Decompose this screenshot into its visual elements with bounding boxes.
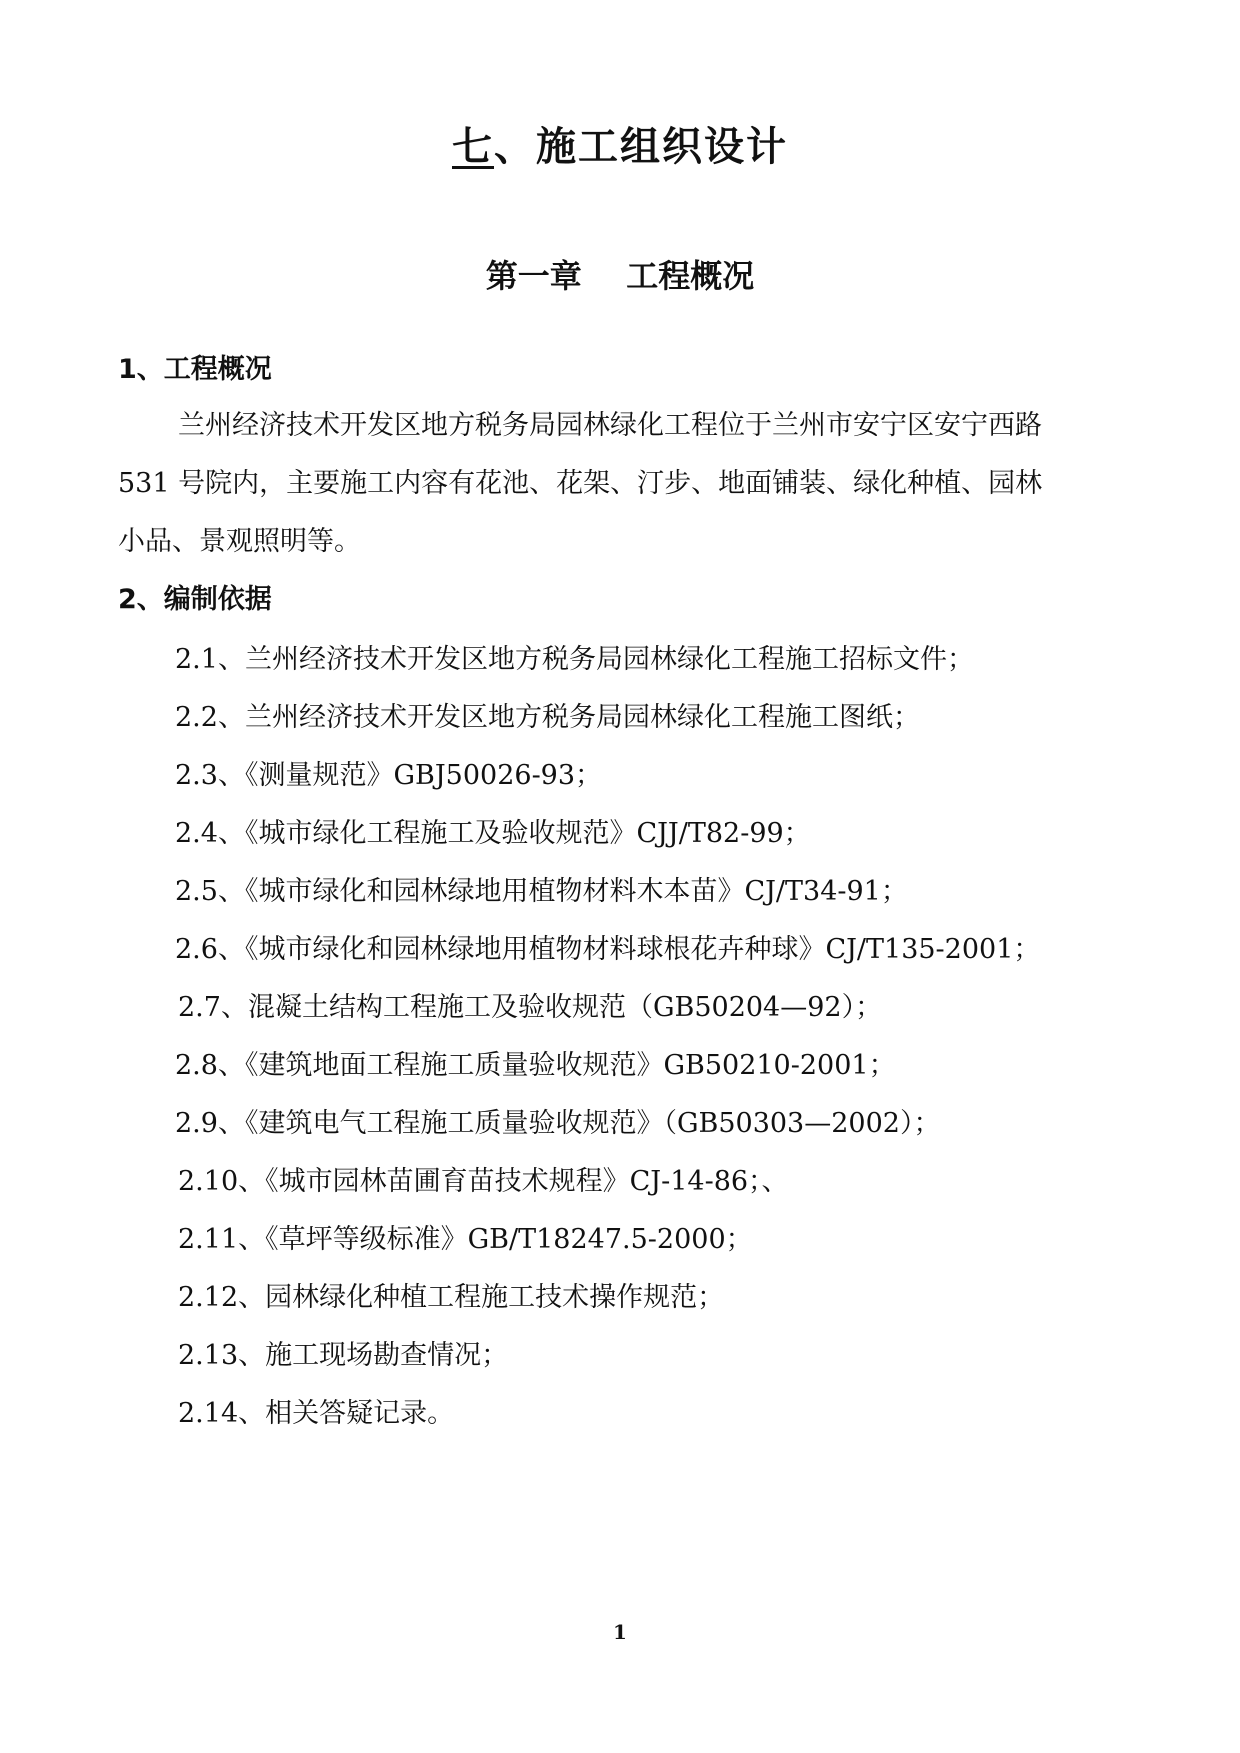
basis-item: 2.6、《城市绿化和园林绿地用植物材料球根花卉种球》CJ/T135-2001； (175, 934, 1041, 965)
basis-item: 2.14、相关答疑记录。 (178, 1398, 455, 1429)
section-heading-overview: 1、工程概况 (118, 354, 272, 385)
basis-item: 2.3、《测量规范》GBJ50026-93； (175, 760, 603, 791)
overview-line-3: 小品、景观照明等。 (118, 526, 361, 557)
chapter-title: 第一章 工程概况 (485, 257, 755, 295)
basis-item: 2.5、《城市绿化和园林绿地用植物材料木本苗》CJ/T34-91； (175, 876, 908, 907)
basis-item: 2.10、《城市园林苗圃育苗技术规程》CJ-14-86；、 (178, 1166, 789, 1197)
overview-line-2: 531 号院内，主要施工内容有花池、花架、汀步、地面铺装、绿化种植、园林 (118, 468, 1043, 499)
overview-line-1: 兰州经济技术开发区地方税务局园林绿化工程位于兰州市安宁区安宁西路 (178, 410, 1042, 441)
basis-item: 2.13、施工现场勘查情况； (178, 1340, 509, 1371)
basis-item: 2.1、兰州经济技术开发区地方税务局园林绿化工程施工招标文件； (175, 644, 974, 675)
basis-item: 2.12、园林绿化种植工程施工技术操作规范； (178, 1282, 725, 1313)
title-rest: 、施工组织设计 (494, 124, 788, 170)
basis-item: 2.4、《城市绿化工程施工及验收规范》CJJ/T82-99； (175, 818, 811, 849)
basis-item: 2.11、《草坪等级标准》GB/T18247.5-2000； (178, 1224, 753, 1255)
title-underlined-char: 七 (452, 124, 494, 170)
document-title (0, 122, 1240, 172)
page-number: 1 (613, 1620, 627, 1644)
basis-item: 2.7、混凝土结构工程施工及验收规范（GB50204—92）； (178, 992, 883, 1023)
basis-item: 2.8、《建筑地面工程施工质量验收规范》GB50210-2001； (175, 1050, 896, 1081)
basis-item: 2.2、兰州经济技术开发区地方税务局园林绿化工程施工图纸； (175, 702, 920, 733)
section-heading-basis: 2、编制依据 (118, 584, 272, 615)
basis-item: 2.9、《建筑电气工程施工质量验收规范》（GB50303—2002）； (175, 1108, 941, 1139)
